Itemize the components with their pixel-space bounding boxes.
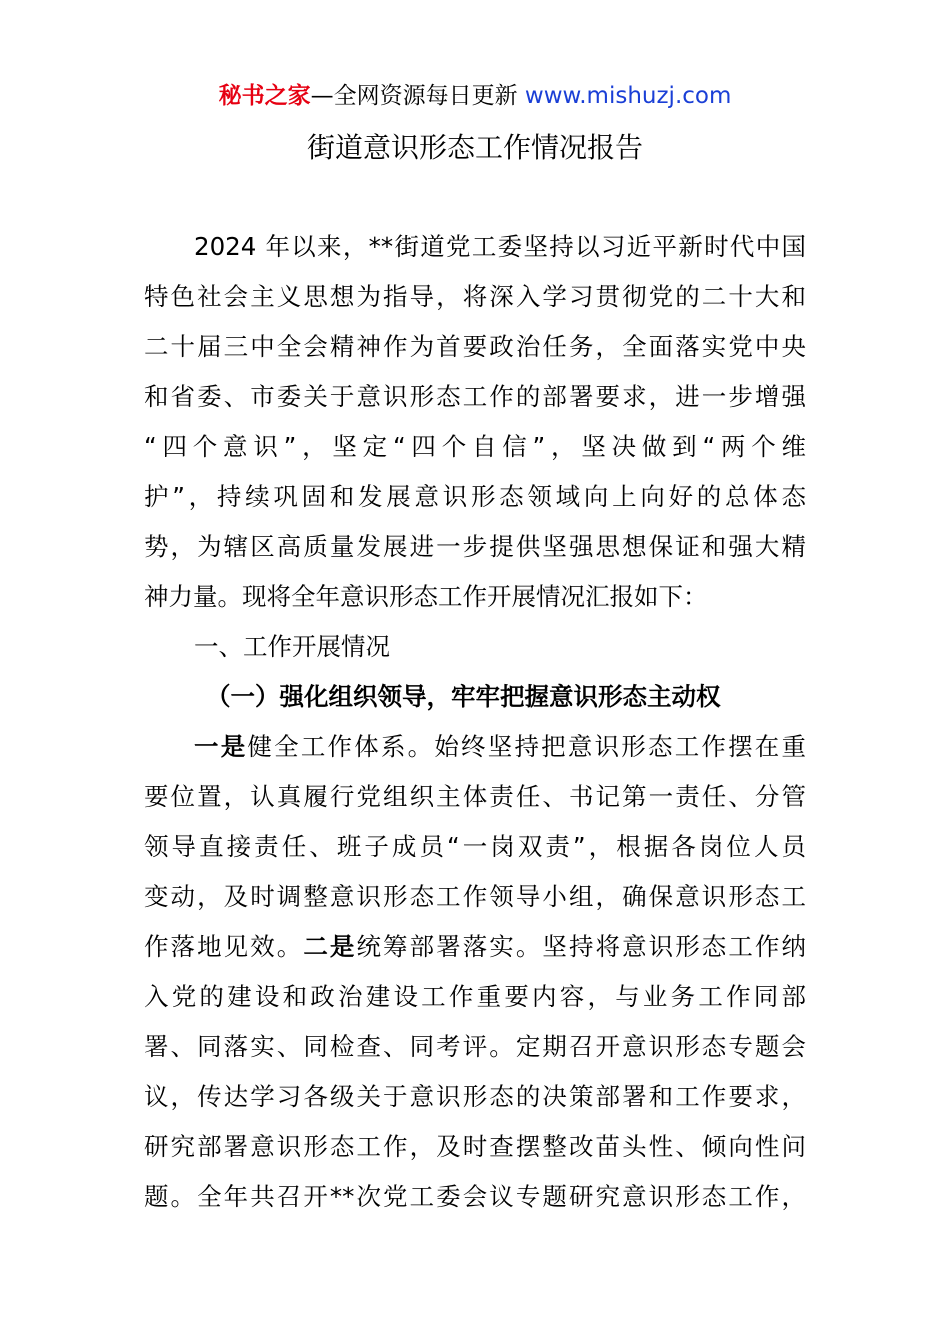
ordinal-label: 二是 [303, 932, 357, 961]
paragraph-line: 特色社会主义思想为指导，将深入学习贯彻党的二十大和 [144, 282, 806, 311]
paragraph-line: 变动，及时调整意识形态工作领导小组，确保意识形态工 [144, 882, 806, 911]
ordinal-label: 一是 [194, 732, 248, 761]
paragraph-line: “四个意识”，坚定“四个自信”，坚决做到“两个维 [144, 432, 806, 461]
site-brand-name: 秘书之家 [218, 83, 311, 109]
paragraph-line: 领导直接责任、班子成员“一岗双责”，根据各岗位人员 [144, 832, 806, 861]
paragraph-line: 入党的建设和政治建设工作重要内容，与业务工作同部 [144, 982, 806, 1011]
paragraph-line [144, 722, 806, 772]
site-url[interactable]: www.mishuzj.com [524, 83, 732, 109]
paragraph-line: 研究部署意识形态工作，及时查摆整改苗头性、倾向性问 [144, 1132, 806, 1161]
site-tagline: —全网资源每日更新 [310, 83, 518, 109]
paragraph-line: 署、同落实、同检查、同考评。定期召开意识形态专题会 [144, 1032, 806, 1061]
paragraph-line: 题。全年共召开**次党工委会议专题研究意识形态工作， [144, 1182, 806, 1211]
paragraph-line: 护”，持续巩固和发展意识形态领域向上向好的总体态 [144, 482, 806, 511]
paragraph-line [144, 922, 806, 972]
paragraph-text: 作落地见效。 [144, 932, 304, 961]
subsection-heading: （一）强化组织领导，牢牢把握意识形态主动权 [206, 682, 721, 711]
section-heading: 一、工作开展情况 [194, 632, 390, 661]
paragraph-text: 统筹部署落实。坚持将意识形态工作纳 [356, 932, 806, 961]
document-title: 街道意识形态工作情况报告 [306, 131, 643, 164]
paragraph-line: 要位置，认真履行党组织主体责任、书记第一责任、分管 [144, 782, 806, 811]
site-watermark-header [0, 80, 950, 112]
paragraph-line: 神力量。现将全年意识形态工作开展情况汇报如下： [144, 582, 708, 611]
paragraph-line: 势，为辖区高质量发展进一步提供坚强思想保证和强大精 [144, 532, 806, 561]
paragraph-line: 二十届三中全会精神作为首要政治任务，全面落实党中央 [144, 332, 806, 361]
document-body [144, 222, 806, 1222]
paragraph-text: 健全工作体系。始终坚持把意识形态工作摆在重 [247, 732, 807, 761]
paragraph-line: 2024 年以来，**街道党工委坚持以习近平新时代中国 [194, 232, 806, 261]
paragraph-line: 和省委、市委关于意识形态工作的部署要求，进一步增强 [144, 382, 806, 411]
paragraph-line: 议，传达学习各级关于意识形态的决策部署和工作要求， [144, 1082, 806, 1111]
